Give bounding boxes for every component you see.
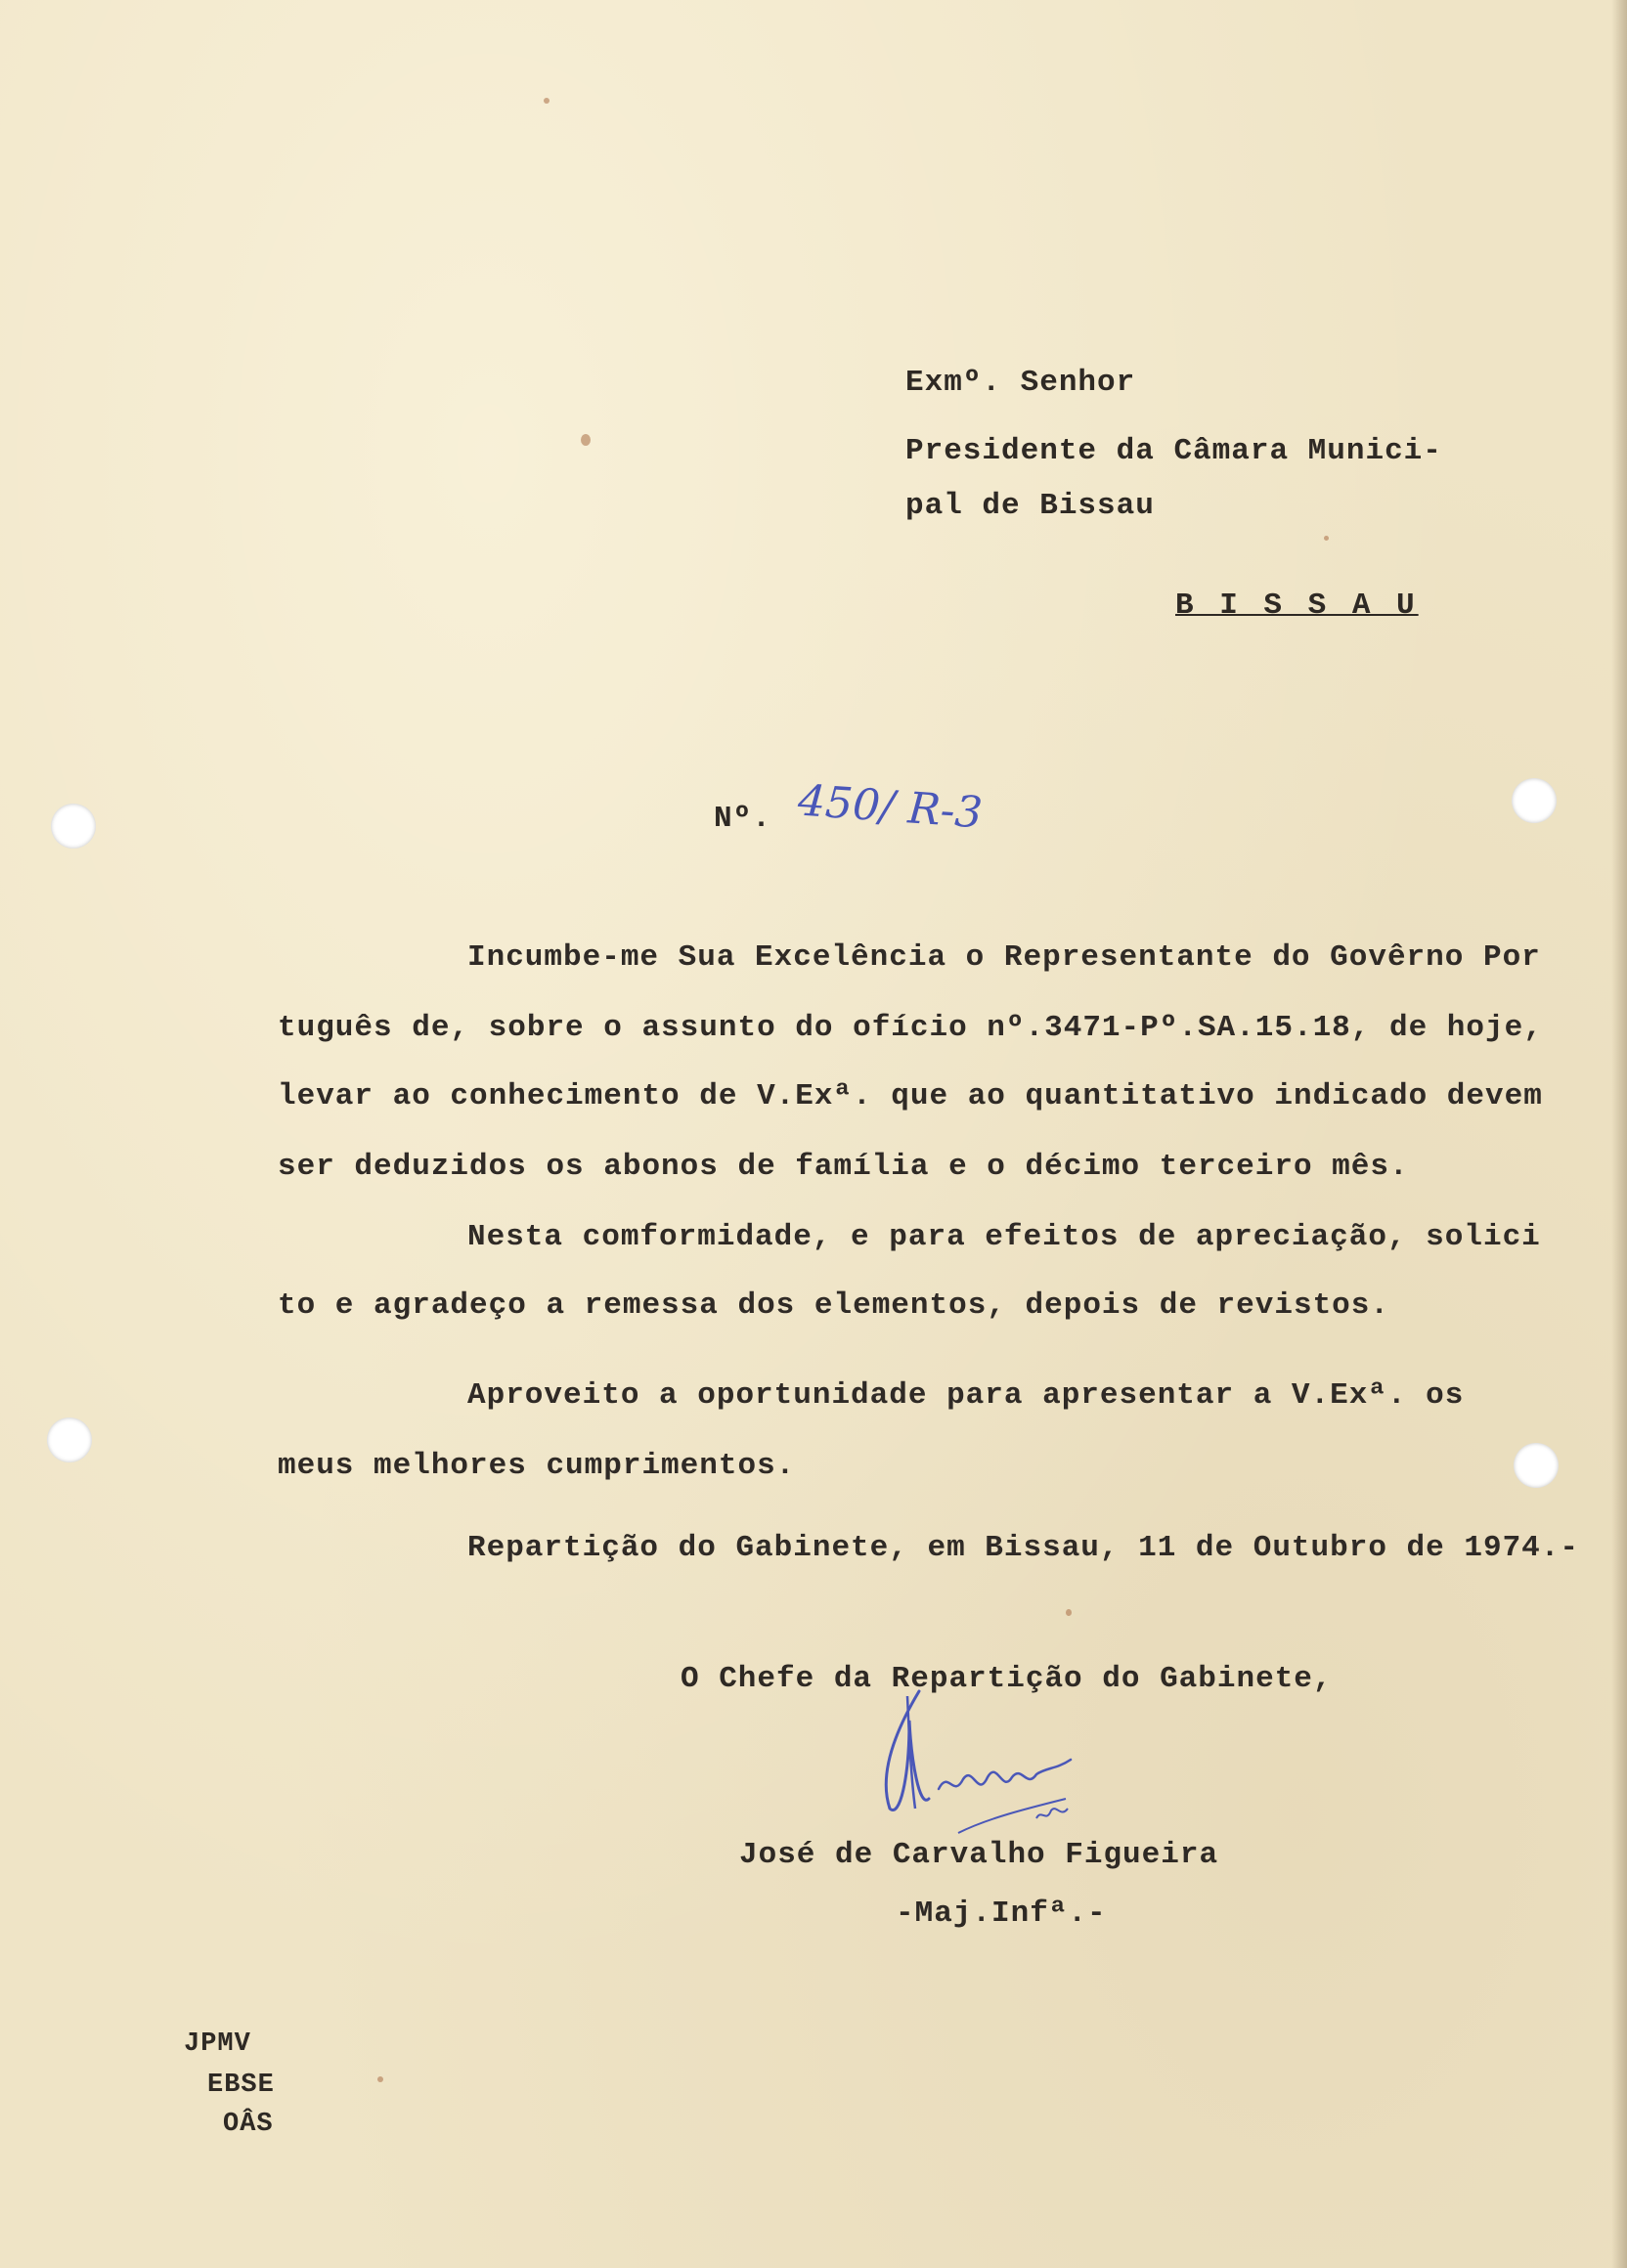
addressee-salutation: Exmº. Senhor bbox=[905, 366, 1136, 400]
body-paragraph-2-line-2: to e agradeço a remessa dos elementos, depois de revistos. bbox=[278, 1288, 1389, 1323]
body-paragraph-1-line-2: tuguês de, sobre o assunto do ofício nº.3471-Pº.SA.15.18, de hoje, bbox=[278, 1011, 1543, 1045]
signatory-name: José de Carvalho Figueira bbox=[739, 1838, 1219, 1872]
dateline: Repartição do Gabinete, em Bissau, 11 de Outubro de 1974.- bbox=[467, 1531, 1579, 1565]
paper-speck bbox=[377, 2076, 383, 2082]
paper-speck bbox=[544, 98, 550, 104]
reference-handwritten-number: 450/ R-3 bbox=[796, 775, 985, 839]
punch-hole-right-bottom bbox=[1514, 1443, 1559, 1488]
punch-hole-left-bottom bbox=[47, 1418, 92, 1462]
body-paragraph-3-line-1: Aproveito a oportunidade para apresentar a V.Exª. os bbox=[467, 1378, 1465, 1413]
punch-hole-left-top bbox=[51, 804, 96, 849]
body-paragraph-1-line-3: levar ao conhecimento de V.Exª. que ao quantitativo indicado devem bbox=[278, 1079, 1543, 1113]
body-paragraph-3-line-2: meus melhores cumprimentos. bbox=[278, 1449, 796, 1483]
addressee-city: B I S S A U bbox=[1175, 589, 1419, 623]
page-edge-shadow bbox=[1611, 0, 1627, 2268]
paper-speck bbox=[1066, 1609, 1072, 1616]
punch-hole-right-top bbox=[1512, 778, 1557, 823]
initials-line-3: OÂS bbox=[223, 2110, 274, 2139]
reference-label: Nº. bbox=[714, 802, 771, 836]
initials-line-2: EBSE bbox=[207, 2071, 275, 2100]
paper-speck bbox=[581, 434, 591, 446]
addressee-line-1: Presidente da Câmara Munici- bbox=[905, 434, 1442, 468]
handwritten-signature bbox=[851, 1662, 1144, 1838]
initials-line-1: JPMV bbox=[184, 2029, 251, 2059]
body-paragraph-2-line-1: Nesta comformidade, e para efeitos de apreciação, solici bbox=[467, 1220, 1541, 1254]
body-paragraph-1-line-1: Incumbe-me Sua Excelência o Representante do Govêrno Por bbox=[467, 940, 1541, 975]
signature-title: O Chefe da Repartição do Gabinete, bbox=[681, 1662, 1333, 1696]
addressee-line-2: pal de Bissau bbox=[905, 489, 1155, 523]
paper-speck bbox=[1324, 536, 1329, 541]
signatory-rank: -Maj.Infª.- bbox=[896, 1897, 1107, 1931]
body-paragraph-1-line-4: ser deduzidos os abonos de família e o décimo terceiro mês. bbox=[278, 1150, 1409, 1184]
